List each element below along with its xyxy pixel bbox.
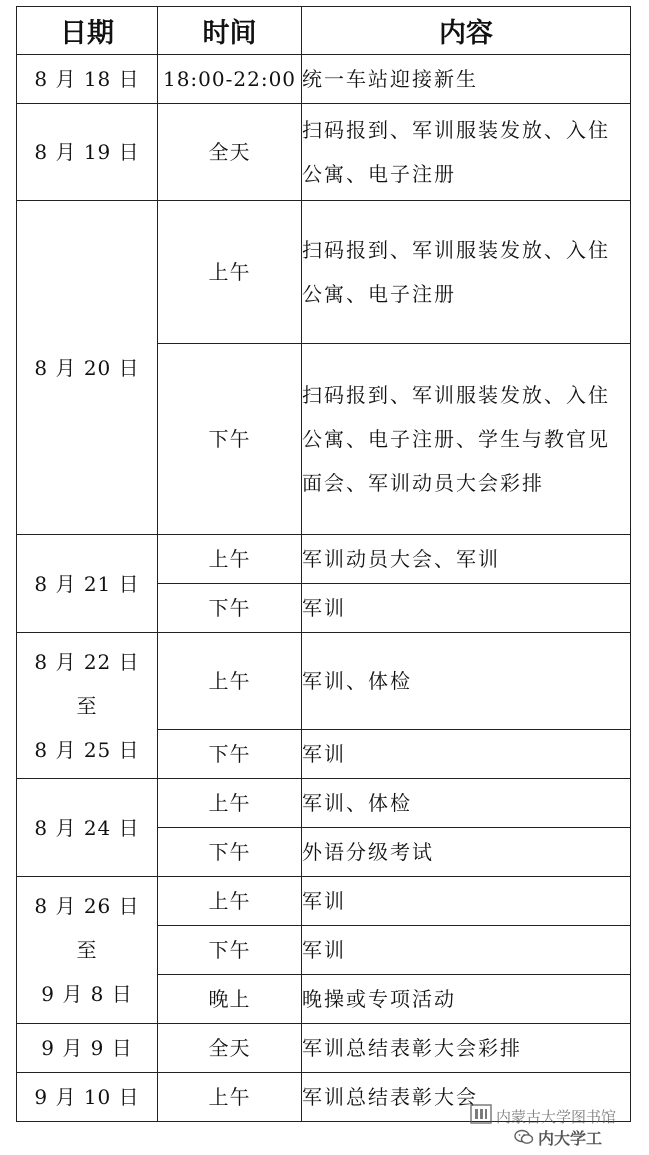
content-cell: 军训 — [302, 584, 631, 633]
table-row — [17, 1024, 631, 1073]
table-row — [17, 1073, 631, 1122]
header-row — [17, 7, 631, 55]
content-cell: 军训动员大会、军训 — [302, 535, 631, 584]
table-row — [17, 104, 631, 201]
date-cell: 9 月 10 日 — [17, 1073, 158, 1122]
wechat-icon — [514, 1129, 534, 1145]
content-cell: 军训 — [302, 926, 631, 975]
time-cell: 下午 — [158, 828, 302, 877]
header-time: 时间 — [158, 7, 302, 55]
content-cell: 晚操或专项活动 — [302, 975, 631, 1024]
date-cell: 8 月 20 日 — [17, 201, 158, 535]
time-cell: 上午 — [158, 877, 302, 926]
content-cell: 军训、体检 — [302, 633, 631, 730]
content-cell: 扫码报到、军训服装发放、入住公寓、电子注册 — [302, 201, 631, 344]
time-cell: 晚上 — [158, 975, 302, 1024]
header-content: 内容 — [302, 7, 631, 55]
date-range-end: 8 月 25 日 — [34, 737, 140, 762]
date-cell: 8 月 18 日 — [17, 55, 158, 104]
table-row — [17, 877, 631, 926]
date-range-end: 9 月 8 日 — [41, 982, 133, 1006]
table-row — [17, 633, 631, 730]
time-cell: 下午 — [158, 730, 302, 779]
time-cell: 上午 — [158, 779, 302, 828]
watermark-library-text: 内蒙古大学图书馆 — [496, 1108, 617, 1126]
time-cell: 下午 — [158, 584, 302, 633]
time-cell: 全天 — [158, 1024, 302, 1073]
time-cell: 上午 — [158, 535, 302, 584]
date-range-to: 至 — [76, 938, 98, 962]
date-cell: 8 月 24 日 — [17, 779, 158, 877]
date-range-to: 至 — [76, 693, 98, 718]
table-row — [17, 779, 631, 828]
time-cell: 上午 — [158, 1073, 302, 1122]
date-cell: 8 月 19 日 — [17, 104, 158, 201]
date-range-start: 8 月 22 日 — [34, 649, 140, 674]
table-row — [17, 201, 631, 344]
content-cell: 军训总结表彰大会 — [302, 1073, 631, 1122]
table-row — [17, 55, 631, 104]
content-cell: 军训总结表彰大会彩排 — [302, 1024, 631, 1073]
date-range-start: 8 月 26 日 — [34, 894, 140, 918]
watermark-account-text: 内大学工 — [538, 1129, 603, 1148]
time-cell: 18:00-22:00 — [158, 55, 302, 104]
schedule-table — [16, 6, 631, 1122]
time-cell: 上午 — [158, 633, 302, 730]
content-cell: 扫码报到、军训服装发放、入住公寓、电子注册 — [302, 104, 631, 201]
date-range-cell — [17, 633, 158, 779]
date-cell: 8 月 21 日 — [17, 535, 158, 633]
header-date: 日期 — [17, 7, 158, 55]
content-cell: 军训 — [302, 730, 631, 779]
time-cell: 下午 — [158, 344, 302, 535]
time-cell: 上午 — [158, 201, 302, 344]
time-cell: 下午 — [158, 926, 302, 975]
content-cell: 统一车站迎接新生 — [302, 55, 631, 104]
content-cell: 军训、体检 — [302, 779, 631, 828]
table-row — [17, 535, 631, 584]
date-cell: 9 月 9 日 — [17, 1024, 158, 1073]
date-range-cell — [17, 877, 158, 1024]
time-cell: 全天 — [158, 104, 302, 201]
content-cell: 军训 — [302, 877, 631, 926]
content-cell: 扫码报到、军训服装发放、入住公寓、电子注册、学生与教官见面会、军训动员大会彩排 — [302, 344, 631, 535]
content-cell: 外语分级考试 — [302, 828, 631, 877]
